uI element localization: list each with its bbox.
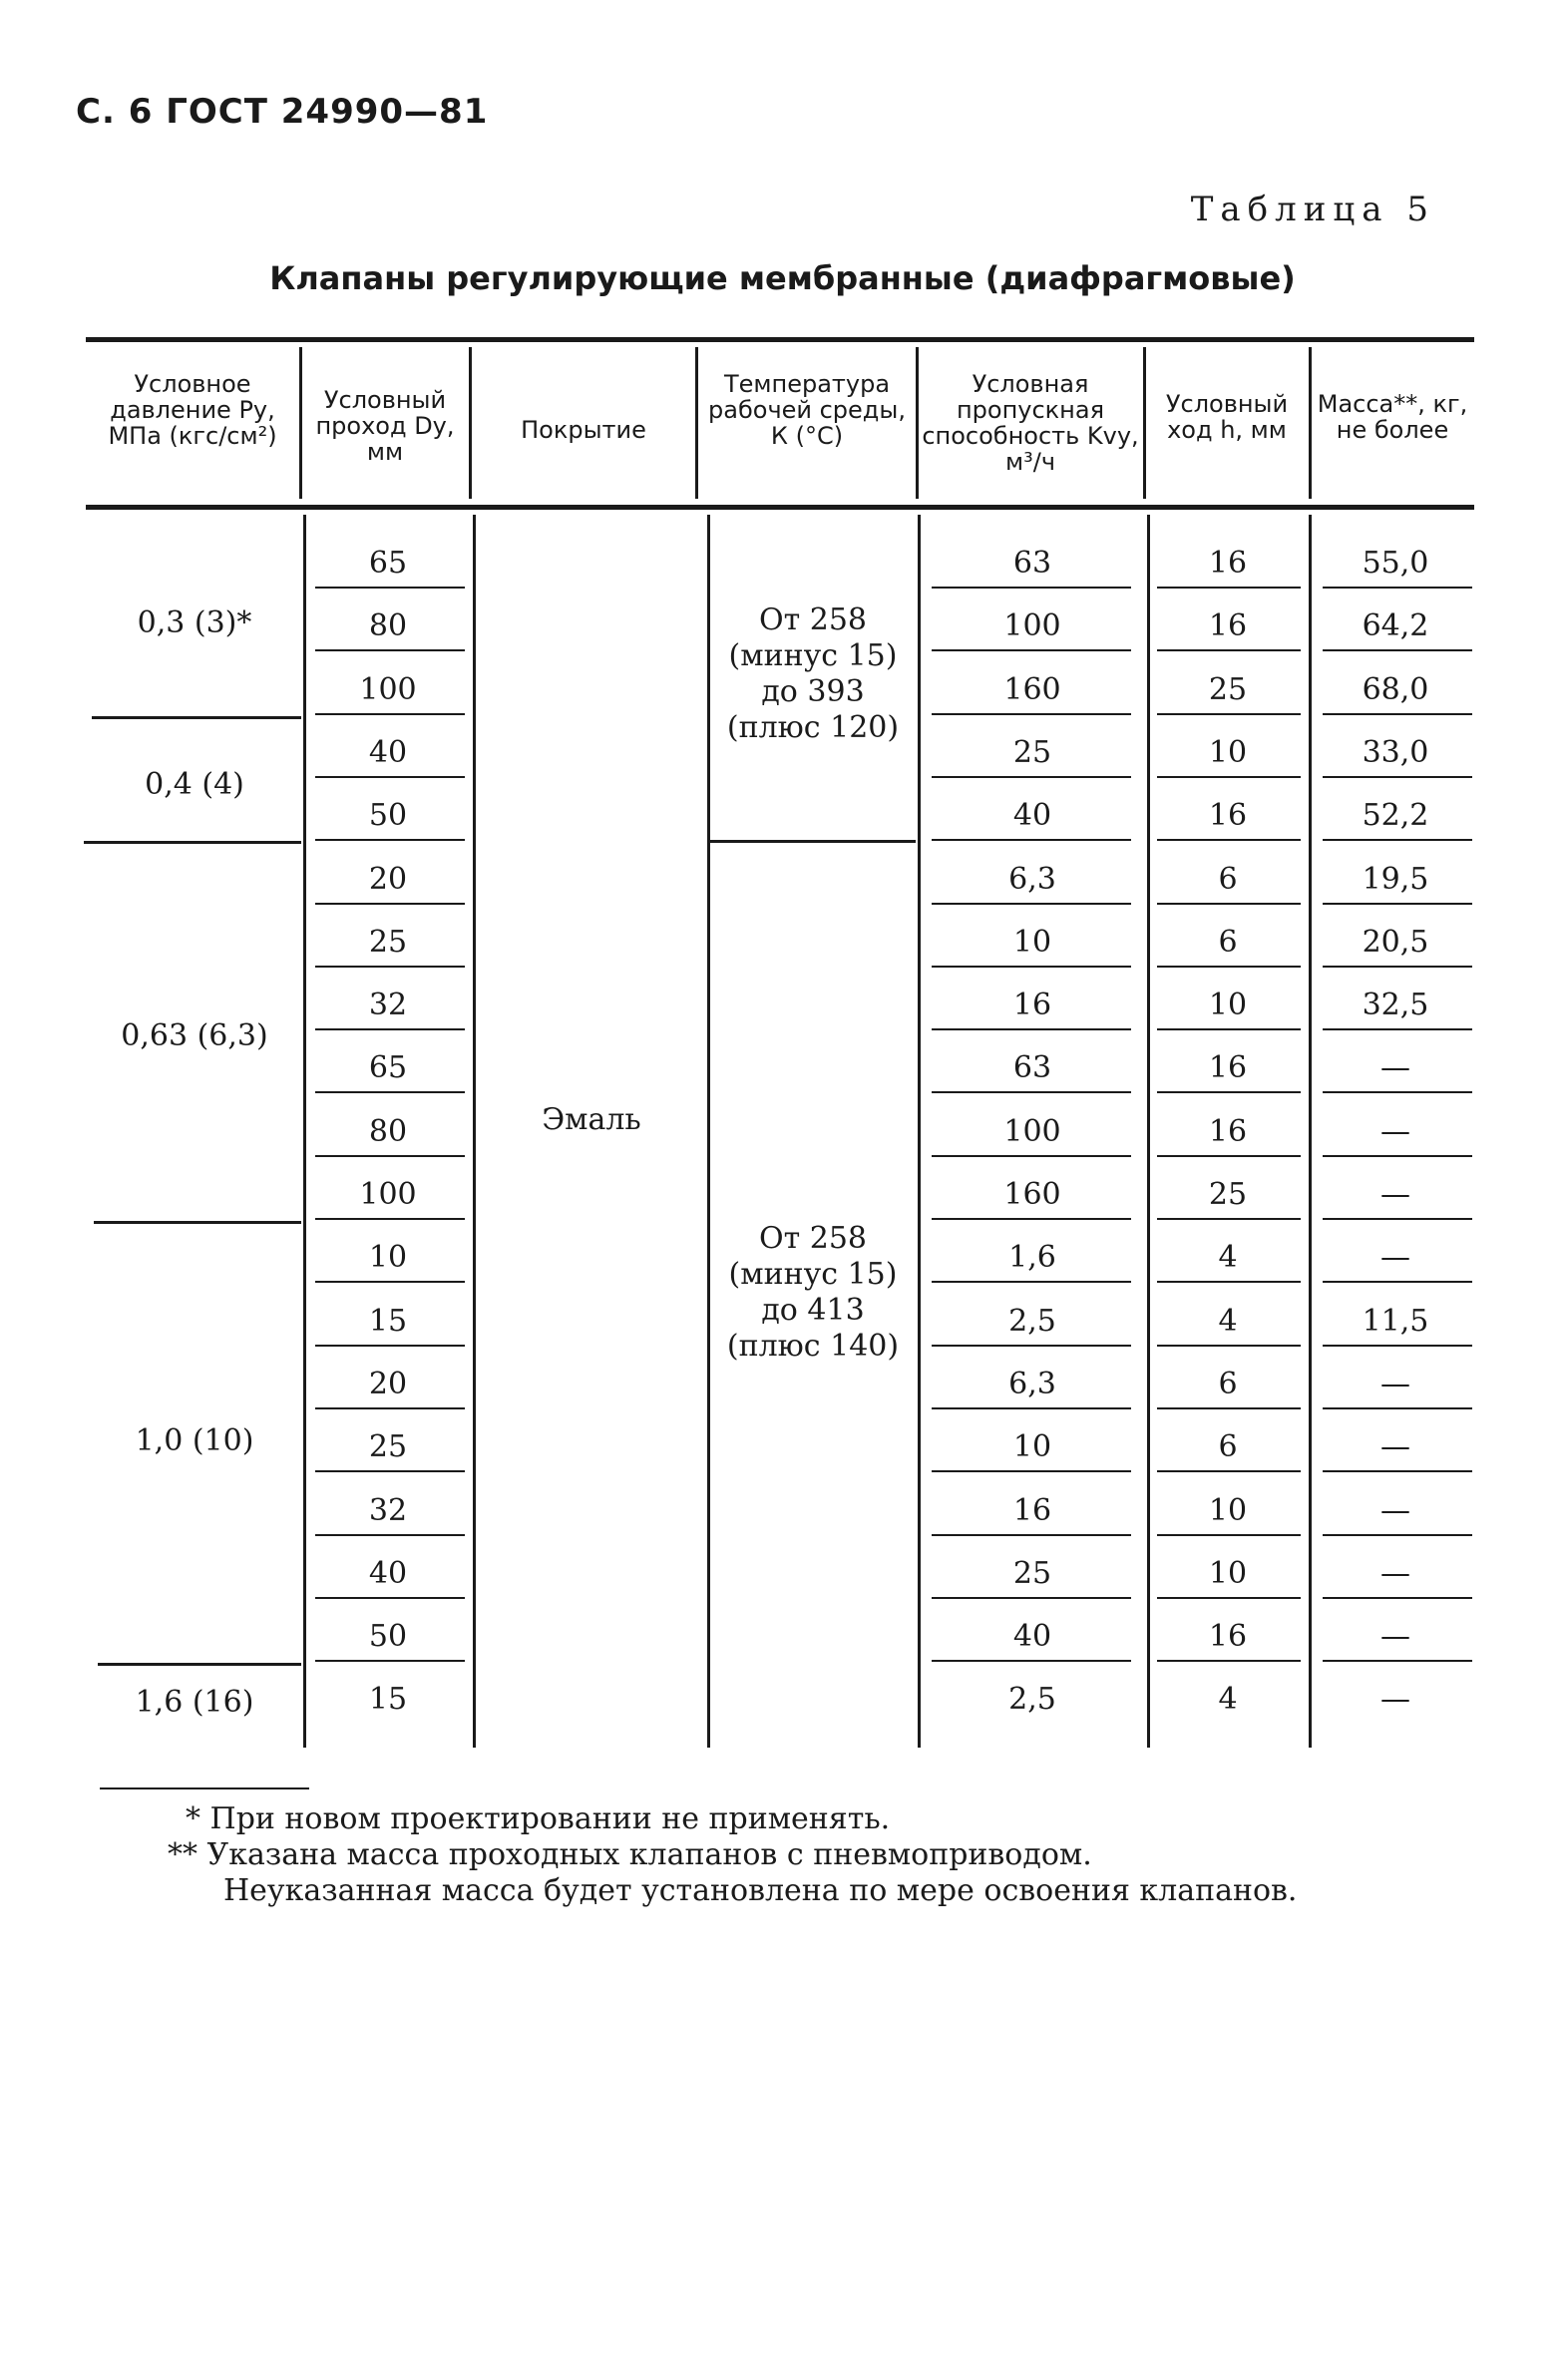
mass-cell: — <box>1380 1682 1410 1717</box>
mass-cell: — <box>1380 1493 1410 1528</box>
stroke-cell: 10 <box>1208 1493 1248 1528</box>
diameter-cell: 80 <box>368 1114 408 1149</box>
row-underline <box>1157 1028 1301 1030</box>
row-underline <box>1323 649 1472 651</box>
stroke-cell: 16 <box>1208 546 1248 581</box>
stroke-cell: 4 <box>1218 1304 1238 1339</box>
mass-cell: — <box>1380 1429 1410 1464</box>
flow-cell: 2,5 <box>1008 1682 1056 1717</box>
footnote: Неуказанная масса будет установлена по мере освоения клапанов. <box>223 1873 1298 1908</box>
stroke-cell: 16 <box>1208 798 1248 833</box>
mass-cell: — <box>1380 1367 1410 1401</box>
stroke-cell: 6 <box>1218 1367 1238 1401</box>
row-underline <box>315 1218 465 1220</box>
stroke-cell: 6 <box>1218 862 1238 897</box>
column-header-pressure: Условное давление Pу, МПа (кгс/см²) <box>108 370 277 450</box>
row-underline <box>315 1407 465 1409</box>
diameter-cell: 50 <box>368 798 408 833</box>
row-underline <box>1323 1660 1472 1662</box>
pressure-value: 0,4 (4) <box>145 767 244 802</box>
stroke-cell: 10 <box>1208 988 1248 1022</box>
mass-cell: 20,5 <box>1362 925 1429 960</box>
row-underline <box>932 1091 1131 1093</box>
row-underline <box>932 1660 1131 1662</box>
row-underline <box>315 1345 465 1347</box>
column-header-diameter: Условный проход Dу, мм <box>315 386 455 466</box>
body-divider <box>1309 515 1312 1748</box>
temperature-group-separator <box>709 840 916 843</box>
row-underline <box>1323 903 1472 905</box>
diameter-cell: 40 <box>368 1556 408 1591</box>
flow-cell: 25 <box>1012 1556 1052 1591</box>
stroke-cell: 25 <box>1208 1177 1248 1212</box>
pressure-value: 1,0 (10) <box>135 1423 254 1458</box>
diameter-cell: 80 <box>368 608 408 643</box>
row-underline <box>1157 1345 1301 1347</box>
row-underline <box>932 966 1131 968</box>
row-underline <box>315 1281 465 1283</box>
row-underline <box>315 649 465 651</box>
body-divider <box>707 515 710 1748</box>
row-underline <box>1323 1470 1472 1472</box>
stroke-cell: 16 <box>1208 1619 1248 1654</box>
footnote-rule <box>100 1787 309 1789</box>
row-underline <box>1157 649 1301 651</box>
mass-cell: 64,2 <box>1362 608 1429 643</box>
flow-cell: 40 <box>1012 1619 1052 1654</box>
stroke-cell: 4 <box>1218 1682 1238 1717</box>
row-underline <box>315 1597 465 1599</box>
flow-cell: 6,3 <box>1008 862 1056 897</box>
row-underline <box>1323 587 1472 589</box>
mass-cell: — <box>1380 1114 1410 1149</box>
diameter-cell: 15 <box>368 1304 408 1339</box>
row-underline <box>932 1281 1131 1283</box>
row-underline <box>315 1028 465 1030</box>
row-underline <box>1157 903 1301 905</box>
row-underline <box>1323 1028 1472 1030</box>
diameter-cell: 32 <box>368 988 408 1022</box>
row-underline <box>1157 966 1301 968</box>
mass-cell: — <box>1380 1556 1410 1591</box>
row-underline <box>315 1155 465 1157</box>
stroke-cell: 16 <box>1208 1050 1248 1085</box>
row-underline <box>932 1028 1131 1030</box>
flow-cell: 40 <box>1012 798 1052 833</box>
stroke-cell: 16 <box>1208 1114 1248 1149</box>
mass-cell: 32,5 <box>1362 988 1429 1022</box>
body-divider <box>473 515 476 1748</box>
row-underline <box>932 903 1131 905</box>
coating-value: Эмаль <box>542 1102 641 1137</box>
row-underline <box>315 1091 465 1093</box>
stroke-cell: 10 <box>1208 735 1248 770</box>
table-title: Клапаны регулирующие мембранные (диафрагмовые) <box>269 259 1296 297</box>
body-divider <box>303 515 306 1748</box>
diameter-cell: 20 <box>368 1367 408 1401</box>
row-underline <box>1157 839 1301 841</box>
diameter-cell: 100 <box>359 672 417 707</box>
row-underline <box>932 713 1131 715</box>
row-underline <box>315 1470 465 1472</box>
row-underline <box>1323 776 1472 778</box>
flow-cell: 10 <box>1012 925 1052 960</box>
row-underline <box>1157 1534 1301 1536</box>
page-header: С. 6 ГОСТ 24990—81 <box>76 92 489 132</box>
row-underline <box>1157 1407 1301 1409</box>
diameter-cell: 65 <box>368 546 408 581</box>
row-underline <box>1323 1534 1472 1536</box>
flow-cell: 6,3 <box>1008 1367 1056 1401</box>
mass-cell: — <box>1380 1619 1410 1654</box>
mass-cell: 19,5 <box>1362 862 1429 897</box>
mass-cell: 68,0 <box>1362 672 1429 707</box>
row-underline <box>932 839 1131 841</box>
diameter-cell: 50 <box>368 1619 408 1654</box>
mass-cell: 55,0 <box>1362 546 1429 581</box>
header-divider <box>1309 347 1312 499</box>
temperature-value: От 258 (минус 15) до 413 (плюс 140) <box>726 1221 900 1364</box>
row-underline <box>1157 713 1301 715</box>
diameter-cell: 40 <box>368 735 408 770</box>
stroke-cell: 6 <box>1218 925 1238 960</box>
header-divider <box>1143 347 1146 499</box>
pressure-value: 0,3 (3)* <box>137 605 252 640</box>
flow-cell: 160 <box>1003 672 1061 707</box>
table-top-rule <box>86 337 1474 342</box>
mass-cell: — <box>1380 1050 1410 1085</box>
mass-cell: — <box>1380 1240 1410 1275</box>
row-underline <box>932 1218 1131 1220</box>
diameter-cell: 10 <box>368 1240 408 1275</box>
stroke-cell: 4 <box>1218 1240 1238 1275</box>
row-underline <box>1157 776 1301 778</box>
diameter-cell: 32 <box>368 1493 408 1528</box>
row-underline <box>315 587 465 589</box>
header-bottom-rule <box>86 505 1474 510</box>
body-divider <box>918 515 921 1748</box>
column-header-stroke: Условный ход h, мм <box>1165 390 1289 444</box>
diameter-cell: 65 <box>368 1050 408 1085</box>
stroke-cell: 25 <box>1208 672 1248 707</box>
row-underline <box>1157 1218 1301 1220</box>
diameter-cell: 15 <box>368 1682 408 1717</box>
flow-cell: 1,6 <box>1008 1240 1056 1275</box>
pressure-group-separator <box>94 1221 301 1224</box>
row-underline <box>1323 1155 1472 1157</box>
row-underline <box>1157 1281 1301 1283</box>
row-underline <box>1323 1091 1472 1093</box>
footnote: ** Указана масса проходных клапанов с пневмоприводом. <box>168 1837 1092 1872</box>
row-underline <box>1157 587 1301 589</box>
diameter-cell: 20 <box>368 862 408 897</box>
diameter-cell: 25 <box>368 1429 408 1464</box>
mass-cell: 11,5 <box>1362 1304 1429 1339</box>
flow-cell: 25 <box>1012 735 1052 770</box>
pressure-value: 1,6 (16) <box>135 1685 254 1720</box>
row-underline <box>932 776 1131 778</box>
row-underline <box>1157 1091 1301 1093</box>
pressure-group-separator <box>98 1663 301 1666</box>
row-underline <box>932 1407 1131 1409</box>
flow-cell: 100 <box>1003 608 1061 643</box>
row-underline <box>315 776 465 778</box>
mass-cell: 52,2 <box>1362 798 1429 833</box>
row-underline <box>1323 1597 1472 1599</box>
flow-cell: 16 <box>1012 1493 1052 1528</box>
row-underline <box>932 649 1131 651</box>
row-underline <box>1323 1281 1472 1283</box>
row-underline <box>1157 1470 1301 1472</box>
pressure-group-separator <box>84 841 301 844</box>
stroke-cell: 10 <box>1208 1556 1248 1591</box>
header-divider <box>299 347 302 499</box>
row-underline <box>1323 1345 1472 1347</box>
flow-cell: 63 <box>1012 546 1052 581</box>
header-divider <box>695 347 698 499</box>
row-underline <box>932 1534 1131 1536</box>
row-underline <box>315 966 465 968</box>
pressure-value: 0,63 (6,3) <box>121 1018 268 1053</box>
footnote: * При новом проектировании не применять. <box>186 1801 891 1836</box>
row-underline <box>932 587 1131 589</box>
row-underline <box>932 1155 1131 1157</box>
temperature-value: От 258 (минус 15) до 393 (плюс 120) <box>726 602 900 745</box>
flow-cell: 16 <box>1012 988 1052 1022</box>
mass-cell: 33,0 <box>1362 735 1429 770</box>
row-underline <box>1157 1155 1301 1157</box>
mass-cell: — <box>1380 1177 1410 1212</box>
diameter-cell: 25 <box>368 925 408 960</box>
row-underline <box>315 1660 465 1662</box>
row-underline <box>1323 1218 1472 1220</box>
row-underline <box>315 839 465 841</box>
row-underline <box>315 903 465 905</box>
row-underline <box>1157 1597 1301 1599</box>
header-divider <box>469 347 472 499</box>
row-underline <box>1323 839 1472 841</box>
row-underline <box>315 713 465 715</box>
row-underline <box>1323 1407 1472 1409</box>
row-underline <box>932 1597 1131 1599</box>
flow-cell: 63 <box>1012 1050 1052 1085</box>
row-underline <box>1323 713 1472 715</box>
column-header-coating: Покрытие <box>521 416 646 444</box>
table-label: Таблица 5 <box>1190 190 1435 229</box>
column-header-flow: Условная пропускная способность Kvу, м³/ч <box>922 370 1139 476</box>
row-underline <box>932 1345 1131 1347</box>
column-header-temperature: Температура рабочей среды, К (°С) <box>708 370 906 450</box>
row-underline <box>1157 1660 1301 1662</box>
row-underline <box>932 1470 1131 1472</box>
diameter-cell: 100 <box>359 1177 417 1212</box>
row-underline <box>315 1534 465 1536</box>
row-underline <box>1323 966 1472 968</box>
pressure-group-separator <box>92 716 301 719</box>
flow-cell: 2,5 <box>1008 1304 1056 1339</box>
stroke-cell: 6 <box>1218 1429 1238 1464</box>
body-divider <box>1147 515 1150 1748</box>
column-header-mass: Масса**, кг, не более <box>1317 390 1468 444</box>
flow-cell: 10 <box>1012 1429 1052 1464</box>
flow-cell: 100 <box>1003 1114 1061 1149</box>
header-divider <box>916 347 919 499</box>
flow-cell: 160 <box>1003 1177 1061 1212</box>
stroke-cell: 16 <box>1208 608 1248 643</box>
